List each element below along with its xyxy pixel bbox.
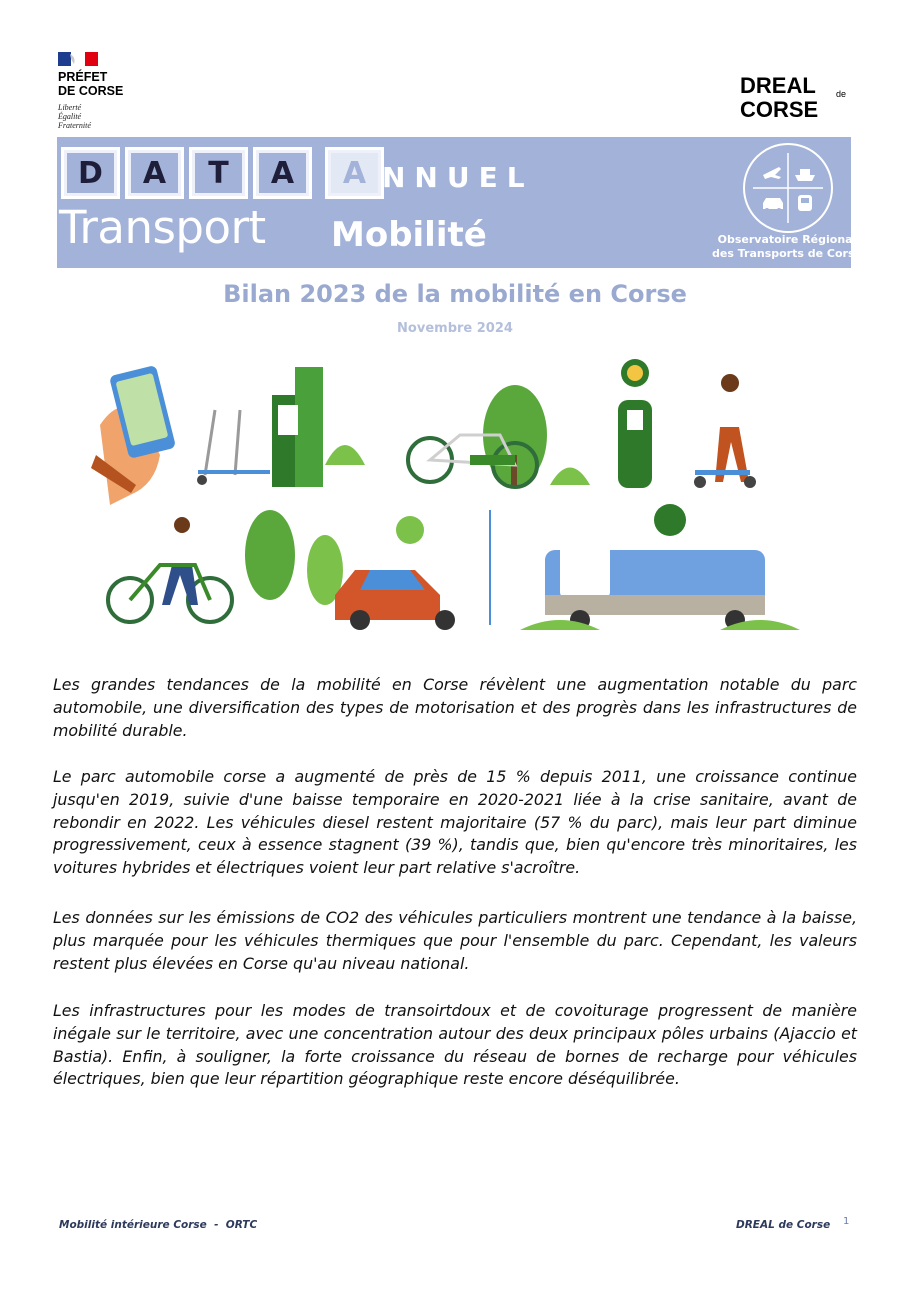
dreal-name: DREAL CORSE (740, 73, 819, 122)
paragraph-4: Les infrastructures pour les modes de transoirtdoux et de covoiturage progressent de manière inégale sur le territoire, avec une concentration autour des deux principaux pôles urbains (Ajaccio et Bastia). Enfin, à souligner, la forte croissance du réseau de bornes de recharge pour véhicules électriques, bien que leur répartition géographique reste encore déséquilibrée. (53, 1001, 857, 1089)
charging-post-woman-icon (618, 359, 756, 488)
publication-date: Novembre 2024 (397, 321, 513, 336)
page-title: Bilan 2023 de la mobilité en Corse (223, 280, 687, 308)
republic-motto: Liberté Égalité Fraternité (58, 103, 91, 130)
electric-car-icon (307, 510, 490, 630)
annuel-letter-a: A (325, 147, 384, 199)
scooters-charger-icon (197, 367, 365, 487)
prefet-title: PRÉFET DE CORSE (58, 70, 124, 98)
header-banner (57, 137, 862, 268)
dreal-logo (740, 73, 847, 122)
paragraph-3: Les données sur les émissions de CO2 des véhicules particuliers montrent une tendance à la baisse, plus marquée pour les véhicules thermiques que pour l'ensemble du parc. Cependant, les valeurs restent plus élevées en Corse qu'au niveau national. (53, 908, 857, 973)
page-number: 1 (843, 1216, 850, 1227)
data-letter-t: T (189, 147, 248, 199)
marianne-flag-logo (58, 52, 98, 66)
electric-bus-icon (520, 504, 800, 630)
annuel-text: NNUEL (382, 161, 534, 194)
transport-modes-icon (745, 145, 831, 231)
bicycle-tree-icon (408, 385, 590, 487)
hand-phone-icon (91, 365, 176, 505)
dreal-de: de (836, 89, 847, 99)
paragraph-1: Les grandes tendances de la mobilité en Corse révèlent une augmentation notable du parc automobile, une diversification des types de motorisation et des progrès dans les infrastructures de mobilité durable. (53, 675, 857, 740)
data-letter-a: A (125, 147, 184, 199)
mobility-illustration (90, 355, 810, 645)
transport-title: Transport (59, 201, 266, 254)
mobilite-title: Mobilité (331, 215, 487, 255)
observatoire-logo (743, 143, 833, 233)
data-letter-d: D (61, 147, 120, 199)
data-letter-a2: A (253, 147, 312, 199)
paragraph-2: Le parc automobile corse a augmenté de près de 15 % depuis 2011, une croissance continue jusqu'en 2019, suivie d'une baisse temporaire en 2020-2021 liée à la crise sanitaire, avant de rebondir en 2022. Les véhicules diesel restent majoritaire (57 % du parc), mais leur part diminue progressivement, ceux à essence stagnent (39 %), tandis que, bien qu'encore très minoritaires, les voitures hybrides et électriques voient leur part relative s'acroître. (53, 767, 857, 878)
observatoire-label: Observatoire Régional des Transports de Corse (712, 233, 862, 260)
footer-left: Mobilité intérieure Corse - ORTC (59, 1219, 258, 1231)
cyclist-icon (108, 510, 295, 622)
footer-right: DREAL de Corse (736, 1219, 831, 1231)
